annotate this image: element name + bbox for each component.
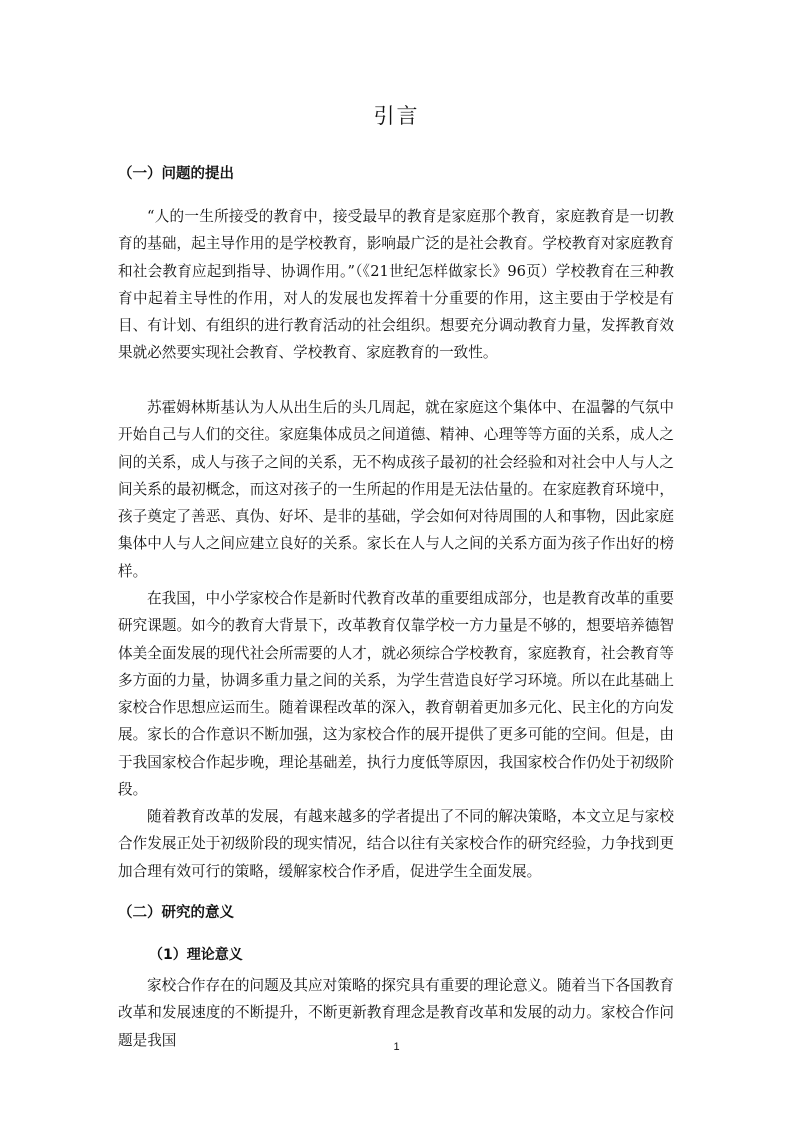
page-number: 1 [393, 1041, 400, 1053]
paragraph-2: 苏霍姆林斯基认为人从出生后的头几周起，就在家庭这个集体中、在温馨的气氛中开始自己与人们的交往。家庭集体成员之间道德、精神、心理等等方面的关系，成人之间的关系，成人与孩子之间的关系，无不构成孩子最初的社会经验和对社会中人与人之间关系的最初概念，而这对孩子的一生所起的作用是无法估量的。在家庭教育环境中，孩子奠定了善恶、真伪、好坏、是非的基础，学会如何对待周围的人和事物，因此家庭集体中人与人之间应建立良好的关系。家长在人与人之间的关系方面为孩子作出好的榜样。 [118, 399, 674, 580]
paragraph-5: 家校合作存在的问题及其应对策略的探究具有重要的理论意义。随着当下各国教育改革和发展速度的不断提升，不断更新教育理念是教育改革和发展的动力。家校合作问题是我国 [118, 977, 674, 1049]
page-title: 引言 [373, 104, 420, 128]
section-heading-significance: （二）研究的意义 [118, 905, 234, 921]
paragraph-1: “人的一生所接受的教育中，接受最早的教育是家庭那个教育，家庭教育是一切教育的基础，起主导作用的是学校教育，影响最广泛的是社会教育。学校教育对家庭教育和社会教育应起到指导、协调作用。”（《21世纪怎样做家长》96页）学校教育在三种教育中起着主导性的作用，对人的发展也发挥着十分重要的作用，这主要由于学校是有目、有计划、有组织的进行教育活动的社会组织。想要充分调动教育力量，发挥教育效果就必然要实现社会教育、学校教育、家庭教育的一致性。 [118, 208, 674, 362]
subsection-heading-theory: （1）理论意义 [149, 947, 243, 963]
paragraph-4: 随着教育改革的发展，有越来越多的学者提出了不同的解决策略，本文立足与家校合作发展正处于初级阶段的现实情况，结合以往有关家校合作的研究经验，力争找到更加合理有效可行的策略，缓解家校合作矛盾，促进学生全面发展。 [118, 808, 674, 880]
paragraph-3: 在我国，中小学家校合作是新时代教育改革的重要组成部分，也是教育改革的重要研究课题。如今的教育大背景下，改革教育仅靠学校一方力量是不够的，想要培养德智体美全面发展的现代社会所需要的人才，就必须综合学校教育，家庭教育，社会教育等多方面的力量，协调多重力量之间的关系，为学生营造良好学习环境。所以在此基础上家校合作思想应运而生。随着课程改革的深入，教育朝着更加多元化、民主化的方向发展。家长的合作意识不断加强，这为家校合作的展开提供了更多可能的空间。但是，由于我国家校合作起步晚，理论基础差，执行力度低等原因，我国家校合作仍处于初级阶段。 [118, 590, 674, 799]
section-heading-problem: （一）问题的提出 [118, 166, 234, 182]
